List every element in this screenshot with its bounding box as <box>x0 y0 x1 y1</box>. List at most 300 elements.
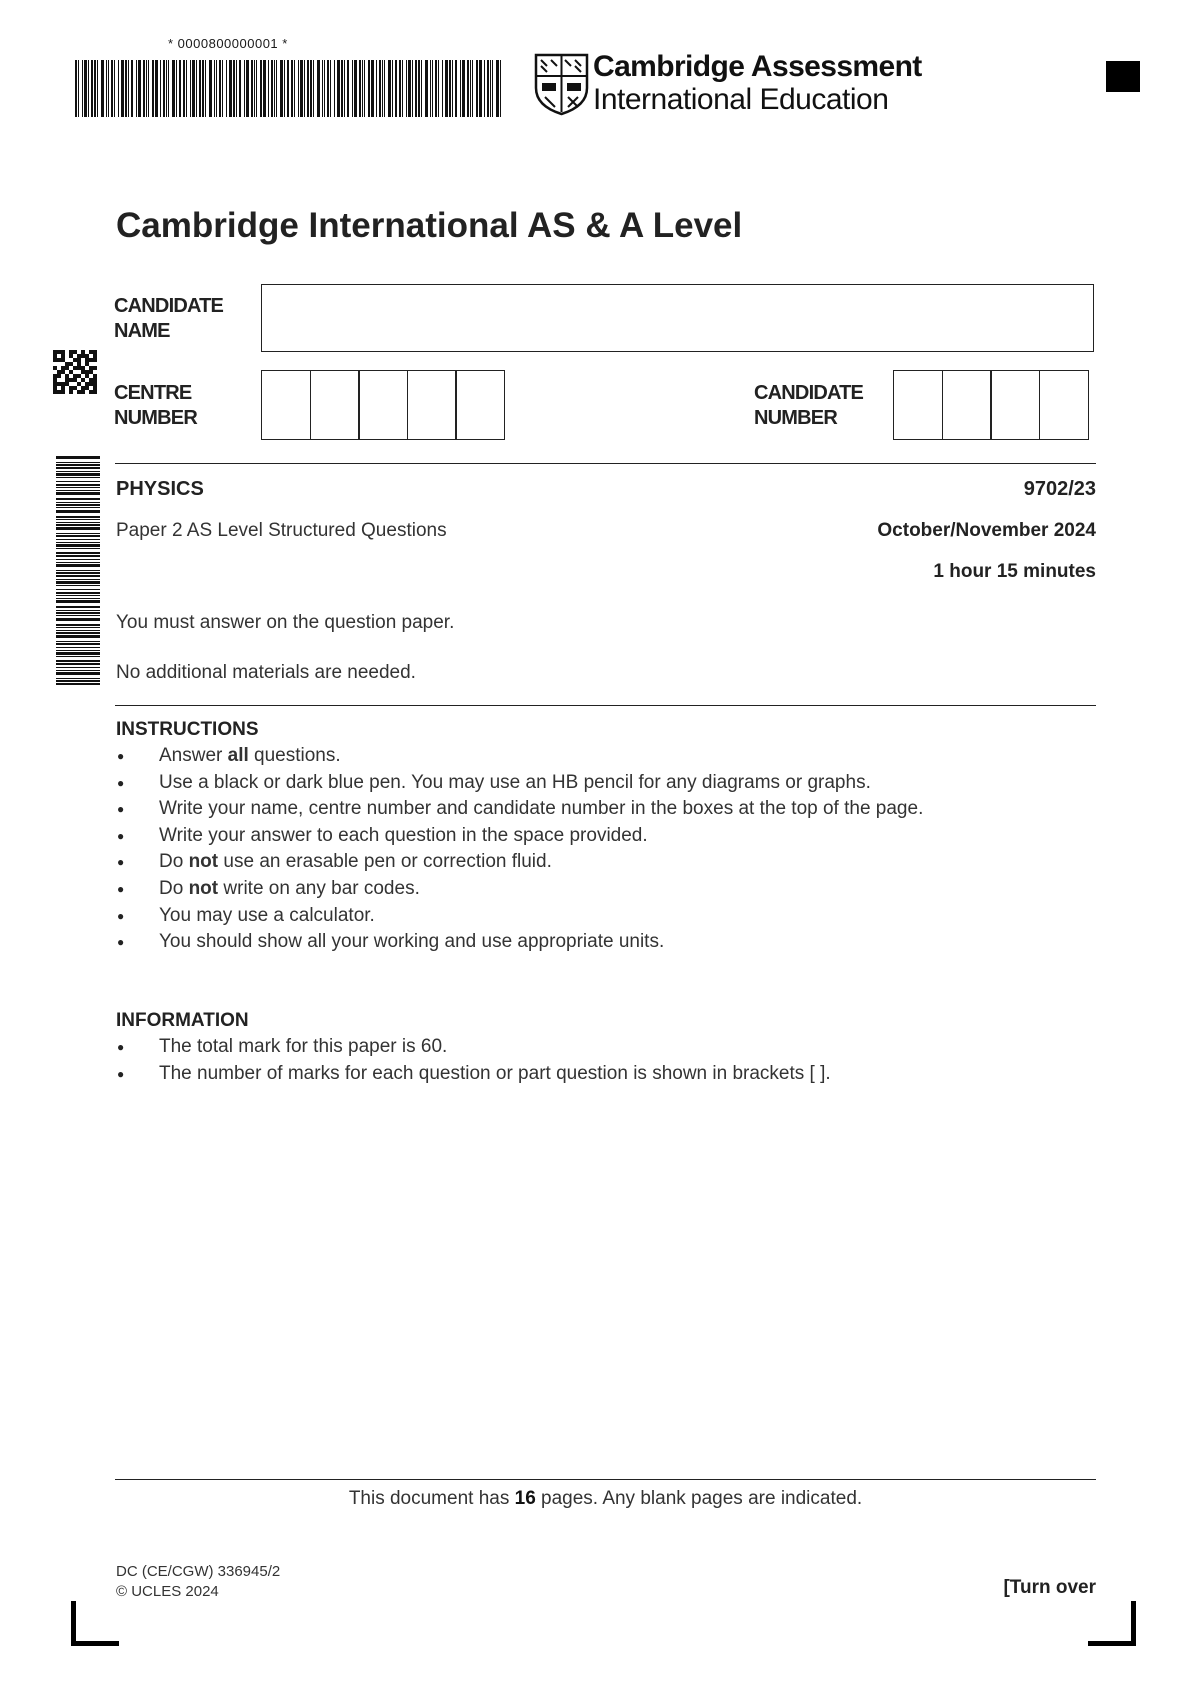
qr-module <box>85 362 89 366</box>
qr-module <box>93 350 97 354</box>
side-barcode-bar <box>56 575 100 577</box>
qr-module <box>89 390 93 394</box>
barcode-bar <box>94 60 96 117</box>
centre-number-digit-box[interactable] <box>358 370 408 440</box>
barcode-bar <box>236 60 237 117</box>
barcode-bar <box>111 60 113 117</box>
barcode-bar <box>418 60 420 117</box>
barcode-bar <box>114 60 115 117</box>
side-barcode-bar <box>56 516 100 518</box>
centre-number-digit-box[interactable] <box>455 370 505 440</box>
side-barcode-bar <box>56 660 100 662</box>
barcode-bar <box>176 60 177 117</box>
barcode-bar <box>244 60 245 117</box>
candidate-name-field[interactable] <box>261 284 1094 352</box>
barcode-bar <box>435 60 437 117</box>
barcode-bar <box>322 60 323 117</box>
qr-module <box>77 362 81 366</box>
barcode-bar <box>412 60 413 117</box>
barcode-bar <box>388 60 391 117</box>
side-barcode-bar <box>56 542 100 543</box>
qr-module <box>77 374 81 378</box>
qr-module <box>57 390 61 394</box>
instruction-text: Write your name, centre number and candidate number in the boxes at the top of the page. <box>159 798 924 820</box>
qr-module <box>53 366 57 370</box>
barcode-bar <box>192 60 195 117</box>
barcode-bar <box>226 60 227 117</box>
qr-module <box>53 358 57 362</box>
page-count-post: pages. Any blank pages are indicated. <box>535 1488 863 1509</box>
barcode-bar <box>324 60 325 117</box>
instruction-item <box>116 876 923 903</box>
subject-title: PHYSICS <box>116 478 204 500</box>
instructions-list <box>116 743 923 956</box>
side-barcode-bar <box>56 498 100 500</box>
barcode-bar <box>500 60 501 117</box>
barcode-bar <box>487 60 489 117</box>
barcode-bar <box>368 60 370 117</box>
side-barcode-bar <box>56 667 100 668</box>
qr-module <box>85 370 89 374</box>
side-barcode-bar <box>56 585 100 586</box>
qr-module <box>57 382 61 386</box>
barcode-bar <box>233 60 235 117</box>
logo-line-2: International Education <box>593 83 889 116</box>
qr-module <box>85 382 89 386</box>
qr-module <box>81 390 85 394</box>
side-barcode-bar <box>56 477 100 478</box>
barcode-bar <box>276 60 277 117</box>
qr-module <box>77 382 81 386</box>
side-barcode-bar <box>56 544 100 547</box>
qr-module <box>89 378 93 382</box>
side-barcode-bar <box>56 467 100 469</box>
side-barcode-bar <box>56 487 100 488</box>
centre-number-label-line-1: CENTRE <box>114 382 192 404</box>
syllabus-code: 9702/23 <box>1023 478 1096 500</box>
side-barcode-bar <box>56 641 100 642</box>
barcode-bar <box>395 60 397 117</box>
candidate-name-label-line-1: CANDIDATE <box>114 295 224 317</box>
side-barcode-bar <box>56 600 100 603</box>
qr-module <box>93 378 97 382</box>
side-barcode-bar <box>56 464 100 466</box>
barcode-bar <box>496 60 499 117</box>
qr-module <box>61 350 65 354</box>
side-barcode-bar <box>56 527 100 530</box>
centre-number-digit-box[interactable] <box>261 370 311 440</box>
qr-module <box>53 350 57 354</box>
side-barcode-bar <box>56 510 100 513</box>
side-barcode-bar <box>56 632 100 634</box>
qr-module <box>61 366 65 370</box>
side-barcode-bar <box>56 492 100 495</box>
barcode-bar <box>449 60 451 117</box>
qr-module <box>57 374 61 378</box>
barcode-bar <box>467 60 469 117</box>
qr-module <box>61 382 65 386</box>
qr-module <box>57 350 61 354</box>
barcode-bar <box>179 60 181 117</box>
candidate-number-label-line-1: CANDIDATE <box>754 382 864 404</box>
qr-module <box>69 350 73 354</box>
qr-module <box>69 370 73 374</box>
side-barcode-bar <box>56 555 100 557</box>
barcode-bar <box>470 60 471 117</box>
logo-line-1: Cambridge Assessment <box>593 50 922 83</box>
qr-module <box>53 382 57 386</box>
qr-module <box>77 358 81 362</box>
qr-module <box>53 354 57 358</box>
instruction-text: Do <box>159 877 189 899</box>
instruction-item <box>116 903 923 930</box>
barcode-bar <box>313 60 314 117</box>
barcode-bar <box>106 60 107 117</box>
qr-module <box>81 378 85 382</box>
barcode-bar <box>452 60 453 117</box>
qr-module <box>73 350 77 354</box>
qr-module <box>77 354 81 358</box>
logo-text <box>593 50 922 116</box>
barcode-bar <box>216 60 217 117</box>
side-barcode-bar <box>56 579 100 580</box>
instruction-item <box>116 770 923 797</box>
barcode-bar <box>284 60 285 117</box>
qr-module <box>53 378 57 382</box>
side-barcode-bar <box>56 570 100 571</box>
barcode-bar <box>183 60 185 117</box>
corner-mark-bottom-left <box>71 1601 119 1646</box>
barcode-bar <box>229 60 232 117</box>
qr-module <box>53 374 57 378</box>
side-barcode-bar <box>56 539 100 540</box>
side-barcode-bar <box>56 678 100 679</box>
side-barcode-bar <box>56 589 100 590</box>
qr-module <box>89 350 93 354</box>
barcode-bar <box>408 60 411 117</box>
qr-module <box>61 354 65 358</box>
side-barcode-bar <box>56 524 100 526</box>
instruction-text: questions. <box>248 745 341 766</box>
barcode-bar <box>108 60 109 117</box>
qr-module <box>81 386 85 390</box>
barcode-bar <box>334 60 335 117</box>
barcode-bar <box>78 60 79 117</box>
qr-module <box>69 390 73 394</box>
barcode-bar <box>209 60 212 117</box>
side-barcode-bar <box>56 624 100 626</box>
divider <box>115 1479 1096 1480</box>
barcode-bar <box>219 60 221 117</box>
qr-module <box>85 374 89 378</box>
barcode-bar <box>128 60 129 117</box>
barcode-bar <box>479 60 482 117</box>
side-barcode-bar <box>56 615 100 616</box>
side-barcode-bar <box>56 535 100 537</box>
instruction-text: Answer <box>159 745 228 766</box>
qr-module <box>69 354 73 358</box>
page-count: 16 <box>514 1488 536 1509</box>
barcode-bar <box>359 60 361 117</box>
qr-module <box>81 366 85 370</box>
barcode-bar <box>287 60 289 117</box>
divider <box>115 463 1096 464</box>
barcode-bar <box>118 60 119 117</box>
information-list <box>116 1034 831 1087</box>
side-barcode-bar <box>56 581 100 584</box>
barcode-bar <box>317 60 320 117</box>
side-barcode-bar <box>56 519 100 520</box>
barcode-bar <box>492 60 493 117</box>
barcode-bar <box>298 60 299 117</box>
qr-module <box>93 354 97 358</box>
registration-mark <box>1106 61 1140 92</box>
side-barcode-bar <box>56 484 100 486</box>
qr-module <box>93 366 97 370</box>
qr-module <box>77 366 81 370</box>
side-barcode-bar <box>56 490 100 491</box>
side-barcode-bar <box>56 630 100 631</box>
side-barcode-bar <box>56 650 100 651</box>
turn-over-label: [Turn over <box>1003 1577 1096 1598</box>
barcode-bar <box>152 60 154 117</box>
instruction-emphasis: all <box>227 745 249 766</box>
paper-title: Paper 2 AS Level Structured Questions <box>116 520 447 541</box>
side-barcode-bar <box>56 635 100 638</box>
qr-module <box>61 370 65 374</box>
barcode-bar <box>291 60 293 117</box>
qr-module <box>65 366 69 370</box>
candidate-number-field[interactable] <box>893 370 1087 440</box>
instruction-item <box>116 796 923 823</box>
barcode-bar <box>399 60 401 117</box>
candidate-number-digit-box[interactable] <box>942 370 992 440</box>
copyright: © UCLES 2024 <box>116 1583 219 1600</box>
qr-module <box>69 386 73 390</box>
qr-module <box>65 378 69 382</box>
barcode-bar <box>310 60 312 117</box>
barcode-bar <box>327 60 329 117</box>
qr-module <box>65 374 69 378</box>
candidate-number-digit-box[interactable] <box>990 370 1040 440</box>
qr-module <box>89 366 93 370</box>
exam-session: October/November 2024 <box>877 520 1096 541</box>
barcode-bar <box>84 60 87 117</box>
barcode-bar <box>163 60 165 117</box>
answer-note: You must answer on the question paper. <box>116 612 455 633</box>
side-barcode-bar <box>56 473 100 476</box>
barcode-bar <box>421 60 422 117</box>
qr-module <box>65 362 69 366</box>
barcode-bar <box>307 60 309 117</box>
instruction-text: Do <box>159 851 189 873</box>
barcode-bar <box>472 60 473 117</box>
side-barcode-bar <box>56 663 100 665</box>
barcode-bar <box>205 60 206 117</box>
centre-number-label-line-2: NUMBER <box>114 407 197 429</box>
qr-module <box>73 378 77 382</box>
barcode-bar <box>476 60 478 117</box>
qr-module <box>93 386 97 390</box>
barcode-bar <box>382 60 383 117</box>
side-barcode-bar <box>56 552 100 554</box>
barcode-bar <box>341 60 343 117</box>
instruction-text: Write your answer to each question in the space provided. <box>159 824 648 846</box>
barcode-bar <box>352 60 353 117</box>
barcode-bar <box>364 60 365 117</box>
instruction-item <box>116 743 923 770</box>
instruction-text: Use a black or dark blue pen. You may use an HB pencil for any diagrams or graphs. <box>159 771 871 793</box>
qr-module <box>53 390 57 394</box>
barcode-bar <box>222 60 223 117</box>
barcode-bar <box>406 60 407 117</box>
side-barcode-bar <box>56 564 100 567</box>
side-barcode-bar <box>56 612 100 614</box>
side-barcode-bar <box>56 559 100 560</box>
candidate-number-label <box>754 381 884 431</box>
side-barcode-bar <box>56 598 100 599</box>
barcode-bar <box>432 60 433 117</box>
side-barcode-bar <box>56 533 100 534</box>
corner-mark-bottom-right <box>1088 1601 1136 1646</box>
barcode-bar <box>304 60 305 117</box>
qr-module <box>73 386 77 390</box>
divider <box>115 705 1096 706</box>
barcode-bar <box>455 60 457 117</box>
side-barcode-bar <box>56 572 100 574</box>
qr-module <box>93 358 97 362</box>
barcode-bar <box>294 60 295 117</box>
instruction-item <box>116 823 923 850</box>
page-count-note <box>115 1488 1096 1510</box>
barcode-bar <box>438 60 439 117</box>
side-barcode-bar <box>56 471 100 472</box>
qr-module <box>93 374 97 378</box>
side-barcode-bar <box>56 643 100 645</box>
barcode-bar <box>251 60 253 117</box>
qr-module <box>53 386 57 390</box>
barcode-bar <box>490 60 491 117</box>
barcode-bar <box>256 60 257 117</box>
barcode-bar <box>148 60 149 117</box>
instructions-heading: INSTRUCTIONS <box>116 719 259 740</box>
barcode-bar <box>384 60 385 117</box>
side-barcode-bar <box>56 504 100 506</box>
centre-number-digit-box[interactable] <box>407 370 457 440</box>
barcode-bar <box>160 60 161 117</box>
centre-number-digit-box[interactable] <box>310 370 360 440</box>
barcode-bar <box>300 60 303 117</box>
barcode-bar <box>379 60 381 117</box>
side-barcode-bar <box>56 462 100 463</box>
side-barcode-bar <box>56 456 100 459</box>
barcode-bar <box>239 60 241 117</box>
side-barcode-bar <box>56 656 100 657</box>
candidate-number-digit-box[interactable] <box>1039 370 1089 440</box>
barcode-bar <box>91 60 93 117</box>
barcode-bar <box>371 60 374 117</box>
barcode-bar <box>246 60 249 117</box>
barcode-bar <box>88 60 89 117</box>
qr-module <box>69 362 73 366</box>
side-barcode-bar <box>56 562 100 563</box>
side-barcode-bar <box>56 481 100 482</box>
barcode-bar <box>202 60 204 117</box>
barcode-bar <box>186 60 187 117</box>
side-barcode-bar <box>56 606 100 608</box>
qr-module <box>85 358 89 362</box>
side-barcode-bar <box>56 680 100 682</box>
barcode-bar <box>330 60 331 117</box>
side-barcode-bar <box>56 507 100 508</box>
qr-module <box>57 370 61 374</box>
qr-module <box>69 378 73 382</box>
instruction-text: You may use a calculator. <box>159 904 375 926</box>
barcode-bar <box>146 60 147 117</box>
barcode-bar <box>354 60 357 117</box>
candidate-number-label-line-2: NUMBER <box>754 407 837 429</box>
barcode-bar <box>430 60 431 117</box>
qr-module <box>81 370 85 374</box>
qr-module <box>93 390 97 394</box>
candidate-number-digit-box[interactable] <box>893 370 943 440</box>
barcode-bar <box>121 60 124 117</box>
barcode-bar <box>138 60 141 117</box>
qr-module <box>89 370 93 374</box>
side-barcode-bar <box>56 610 100 611</box>
side-barcode <box>42 456 100 688</box>
qr-code <box>53 350 97 394</box>
qr-module <box>85 354 89 358</box>
barcode-bar <box>190 60 191 117</box>
side-barcode-bar <box>56 670 100 671</box>
barcode-bar <box>155 60 158 117</box>
barcode-bar <box>337 60 340 117</box>
centre-number-field[interactable] <box>261 370 504 440</box>
instruction-item <box>116 929 923 956</box>
barcode-bar <box>392 60 393 117</box>
barcode-bar <box>268 60 269 117</box>
instruction-text: use an erasable pen or correction fluid. <box>218 851 552 873</box>
information-item: ● The total mark for this paper is 60. <box>116 1034 831 1061</box>
barcode-bar <box>168 60 169 117</box>
materials-note: No additional materials are needed. <box>116 662 416 683</box>
barcode-bar <box>274 60 275 117</box>
instruction-text: write on any bar codes. <box>218 877 420 899</box>
barcode-bar <box>347 60 349 117</box>
barcode-bar <box>254 60 255 117</box>
barcode-bar <box>82 60 83 117</box>
side-barcode-bar <box>56 502 100 503</box>
barcode-bar <box>172 60 175 117</box>
side-barcode-bar <box>56 627 100 628</box>
exam-duration: 1 hour 15 minutes <box>933 561 1096 582</box>
side-barcode-bar <box>56 548 100 549</box>
barcode-bar <box>97 60 98 117</box>
side-barcode-bar <box>56 595 100 596</box>
barcode-bar <box>143 60 145 117</box>
barcode-bar <box>344 60 345 117</box>
qr-module <box>65 382 69 386</box>
document-reference <box>116 1562 280 1602</box>
side-barcode-bar <box>56 647 100 648</box>
barcode-bar <box>362 60 363 117</box>
qr-module <box>57 358 61 362</box>
barcode-bar <box>460 60 461 117</box>
qr-module <box>77 390 81 394</box>
barcode-bar <box>271 60 273 117</box>
barcode-bar <box>260 60 262 117</box>
